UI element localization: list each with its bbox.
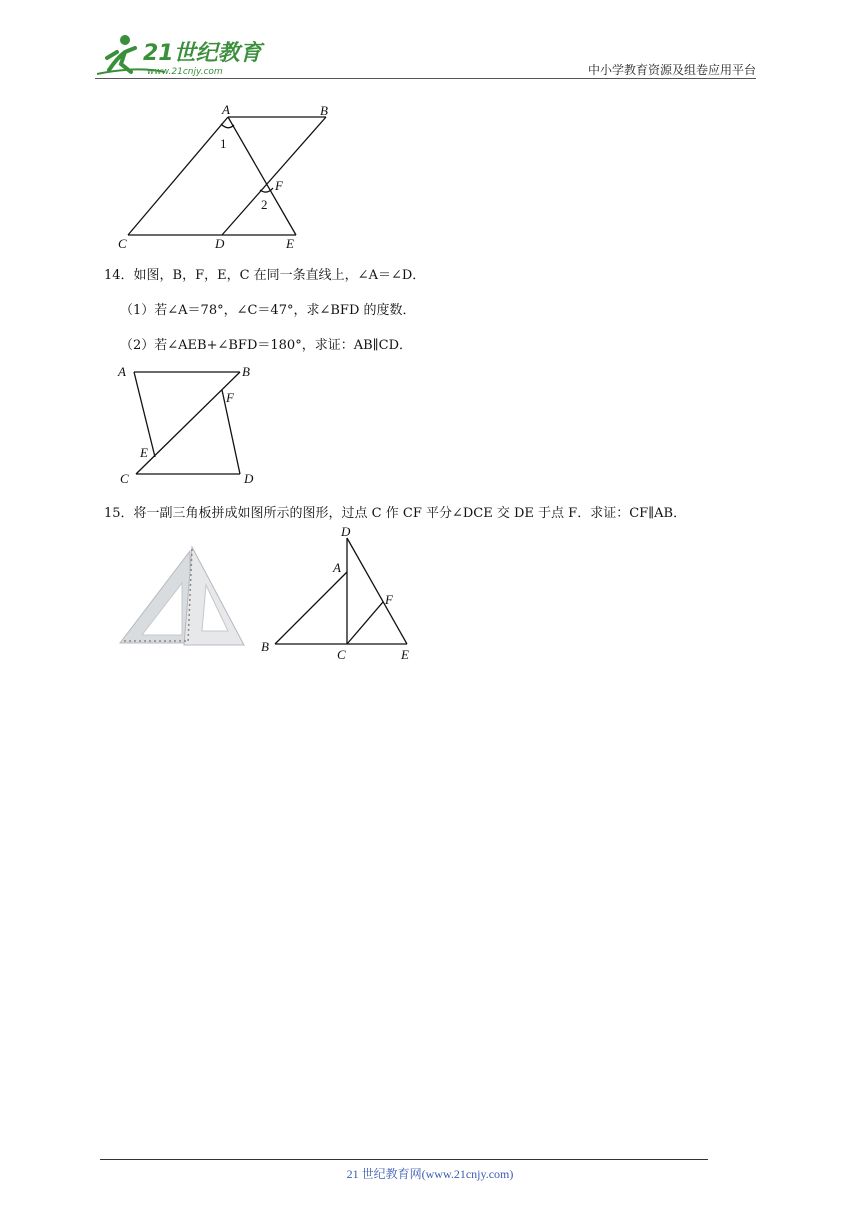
site-logo: [95, 30, 265, 80]
fig13-label-c: C: [118, 236, 127, 251]
fig15-label-c: C: [337, 647, 346, 662]
fig13-label-d: D: [215, 236, 225, 251]
header-slogan: 中小学教育资源及组卷应用平台: [587, 63, 756, 77]
q14-stem: 14．如图，B，F，E，C 在同一条直线上，∠A＝∠D．: [104, 268, 426, 283]
footer-text: 21 世纪教育网(www.21cnjy.com): [346, 1167, 514, 1181]
header-divider: [95, 78, 756, 79]
q14-part2: （2）若∠AEB+∠BFD＝180°，求证：AB∥CD．: [120, 338, 413, 353]
fig13-label-a: A: [222, 102, 230, 117]
figure-13: [110, 100, 340, 255]
fig15-label-f: F: [385, 592, 393, 607]
figure-15: [255, 520, 420, 665]
fig13-label-2: 2: [261, 197, 268, 212]
figure-14: [110, 360, 270, 490]
logo-text: 21世纪教育: [143, 41, 262, 66]
fig14-label-c: C: [120, 471, 129, 486]
fig13-label-f: F: [275, 178, 283, 193]
fig14-label-f: F: [226, 390, 234, 405]
fig14-label-e: E: [140, 445, 148, 460]
fig13-label-e: E: [286, 236, 294, 251]
fig14-label-d: D: [244, 471, 254, 486]
fig13-label-1: 1: [220, 136, 227, 151]
fig14-label-a: A: [118, 364, 126, 379]
q14-part1: （1）若∠A＝78°，∠C＝47°，求∠BFD 的度数．: [120, 303, 416, 318]
fig14-label-b: B: [242, 364, 250, 379]
q15-stem: 15．将一副三角板拼成如图所示的图形，过点 C 作 CF 平分∠DCE 交 DE 于点 F．求证：CF∥AB．: [104, 506, 687, 521]
fig15-label-e: E: [401, 647, 409, 662]
fig15-label-a: A: [333, 560, 341, 575]
set-squares-photo: [118, 545, 246, 649]
fig15-label-d: D: [341, 524, 351, 539]
fig15-label-b: B: [261, 639, 269, 654]
footer-divider: [100, 1159, 708, 1160]
fig13-label-b: B: [320, 103, 328, 118]
logo-url: www.21cnjy.com: [147, 67, 223, 77]
